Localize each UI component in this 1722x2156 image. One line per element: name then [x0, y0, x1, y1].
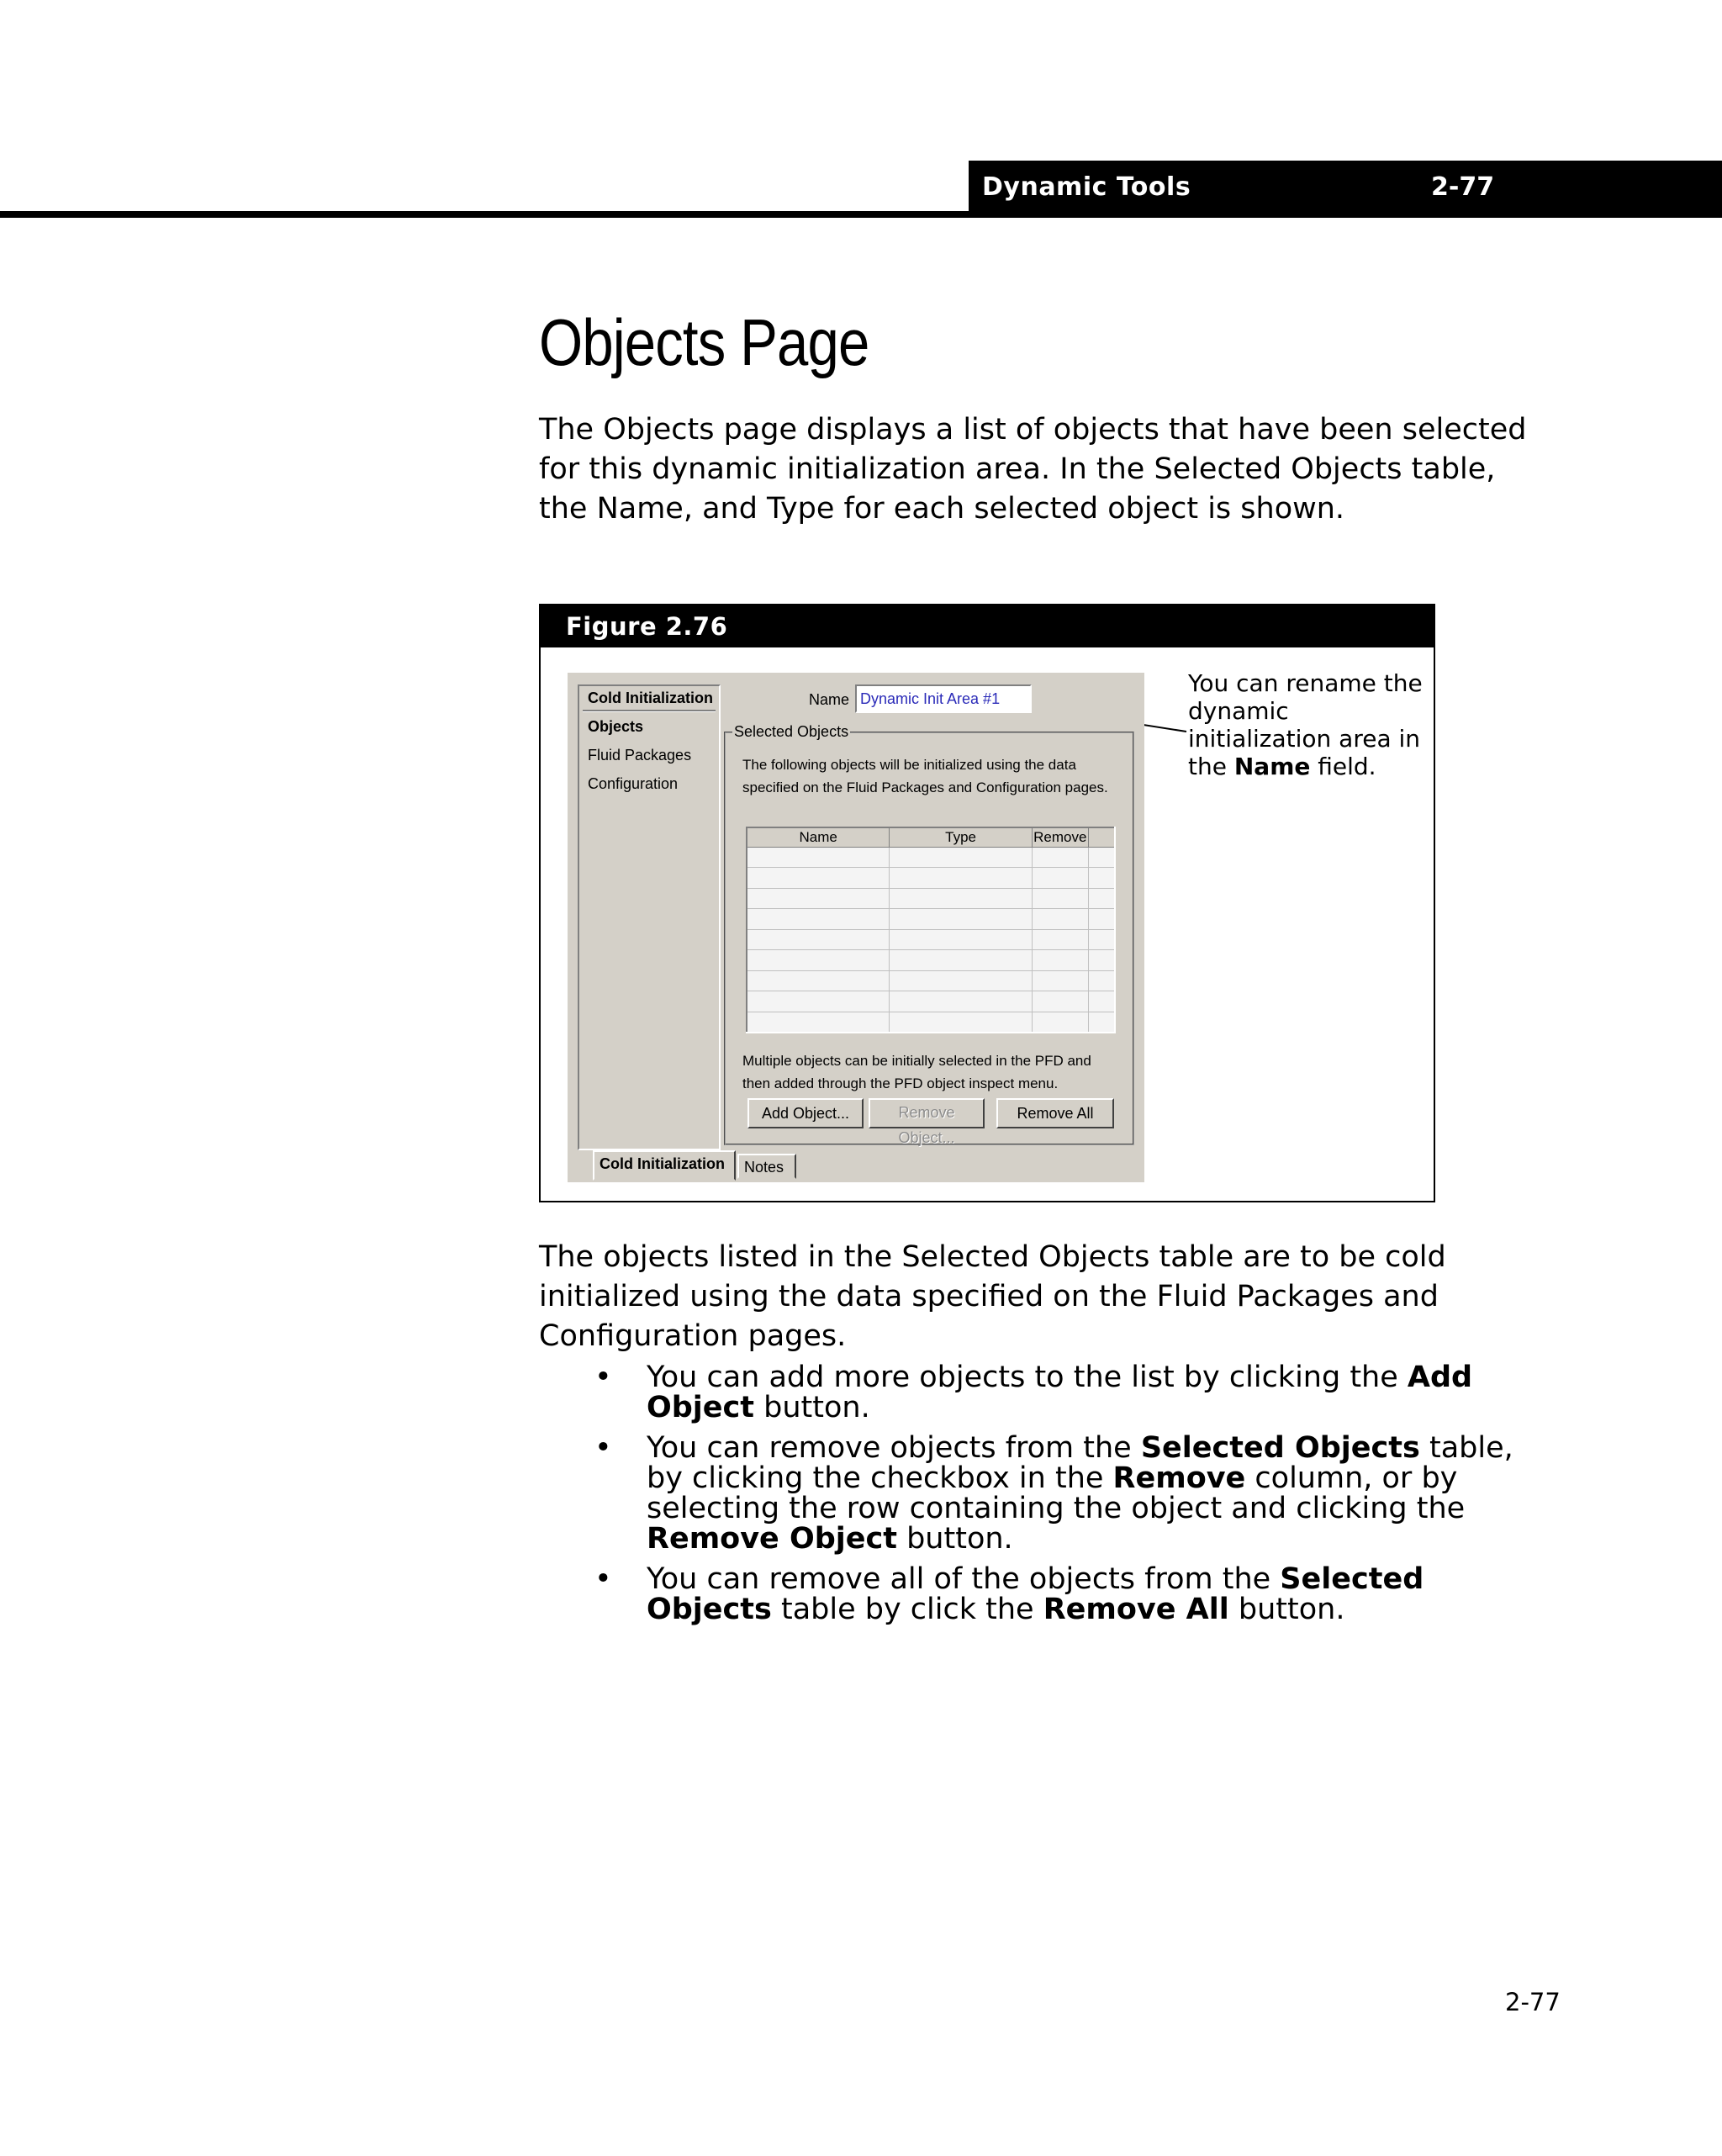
dialog-screenshot — [568, 673, 1144, 1182]
bullet-list — [539, 1362, 1531, 1635]
bullet-text: table by click the — [771, 1593, 1043, 1626]
group-title: Selected Objects — [734, 723, 849, 740]
bullet-text: button. — [754, 1391, 870, 1424]
bullet-marker: • — [594, 1361, 612, 1394]
bullet-bold: Add Object — [647, 1361, 1473, 1424]
callout-bold: Name — [1233, 753, 1311, 780]
callout-text: You can rename the dynamic initialization area in the — [1188, 669, 1423, 780]
bullet-text: button. — [1228, 1593, 1345, 1626]
intro-paragraph: The Objects page displays a list of objects that have been selected for this dynamic initialization area. In the Selected Objects table, the Name, and Type for each selected object is shown. — [539, 413, 1527, 526]
list-item — [539, 1433, 1531, 1554]
bullet-bold: Remove — [1112, 1461, 1246, 1495]
add-object-button[interactable]: Add Object... — [747, 1098, 864, 1128]
table-row[interactable] — [747, 888, 1115, 908]
column-header-name[interactable]: Name — [747, 827, 890, 848]
list-item — [539, 1564, 1531, 1625]
bullet-bold: Remove All — [1043, 1593, 1229, 1626]
table-row[interactable] — [747, 991, 1115, 1012]
table-row[interactable] — [747, 1012, 1115, 1033]
nav-item-configuration[interactable]: Configuration — [588, 775, 679, 792]
tab-notes[interactable]: Notes — [737, 1154, 796, 1179]
tab-cold-initialization[interactable]: Cold Initialization — [593, 1150, 736, 1181]
table-row[interactable] — [747, 929, 1115, 949]
remove-all-button[interactable]: Remove All — [996, 1098, 1114, 1128]
table-row[interactable] — [747, 950, 1115, 970]
bullet-text: table, by clicking the checkbox in the — [647, 1431, 1513, 1495]
bullet-text: column, or by selecting the row containing the object and clicking the — [647, 1461, 1466, 1525]
bullet-marker: • — [594, 1562, 612, 1596]
bullet-bold: Selected Objects — [647, 1562, 1424, 1626]
table-body[interactable] — [747, 848, 1115, 1033]
bullet-bold: Selected Objects — [1140, 1431, 1420, 1465]
header-page-number: 2-77 — [1431, 172, 1495, 202]
bullet-marker: • — [594, 1431, 612, 1465]
bullet-text: You can remove objects from the — [647, 1431, 1141, 1465]
column-header-filler — [1088, 827, 1115, 848]
bullet-text: You can add more objects to the list by clicking the — [647, 1361, 1408, 1394]
footer-note: Multiple objects can be initially selected in the PFD and then added through the PFD object inspect menu. — [742, 1053, 1091, 1091]
nav-item-objects[interactable]: Objects — [588, 718, 644, 735]
figure — [539, 604, 1435, 1202]
nav-header: Cold Initialization — [588, 690, 713, 706]
table-row[interactable] — [747, 868, 1115, 888]
figure-label: Figure 2.76 — [566, 612, 728, 641]
nav-tree — [578, 684, 721, 1150]
bullet-text: You can remove all of the objects from the — [647, 1562, 1281, 1596]
body-paragraph: The objects listed in the Selected Objects table are to be cold initialized using the data specified on the Fluid Packages and Configuration pages. — [539, 1240, 1446, 1353]
nav-item-fluid-packages[interactable]: Fluid Packages — [588, 747, 692, 764]
table-row[interactable] — [747, 848, 1115, 868]
column-header-remove[interactable]: Remove — [1032, 827, 1088, 848]
bullet-bold: Remove Object — [647, 1522, 897, 1556]
group-description: The following objects will be initialized using the data specified on the Fluid Packages and Configuration pages. — [742, 757, 1108, 795]
section-title: Dynamic Tools — [982, 172, 1191, 202]
column-header-type[interactable]: Type — [890, 827, 1032, 848]
table-row[interactable] — [747, 970, 1115, 991]
figure-callout — [1188, 669, 1432, 780]
nav-divider — [583, 710, 716, 712]
callout-text-end: field. — [1310, 753, 1376, 780]
name-label: Name — [809, 691, 850, 708]
list-item — [539, 1362, 1531, 1423]
remove-object-button[interactable]: Remove Object... — [869, 1098, 985, 1128]
running-header — [969, 161, 1722, 218]
selected-objects-table[interactable] — [746, 827, 1116, 1033]
table-row[interactable] — [747, 909, 1115, 929]
page-title: Objects Page — [539, 305, 869, 379]
name-input[interactable] — [855, 684, 1032, 713]
bullet-text: button. — [896, 1522, 1013, 1556]
footer-page-number: 2-77 — [1505, 1988, 1561, 2016]
